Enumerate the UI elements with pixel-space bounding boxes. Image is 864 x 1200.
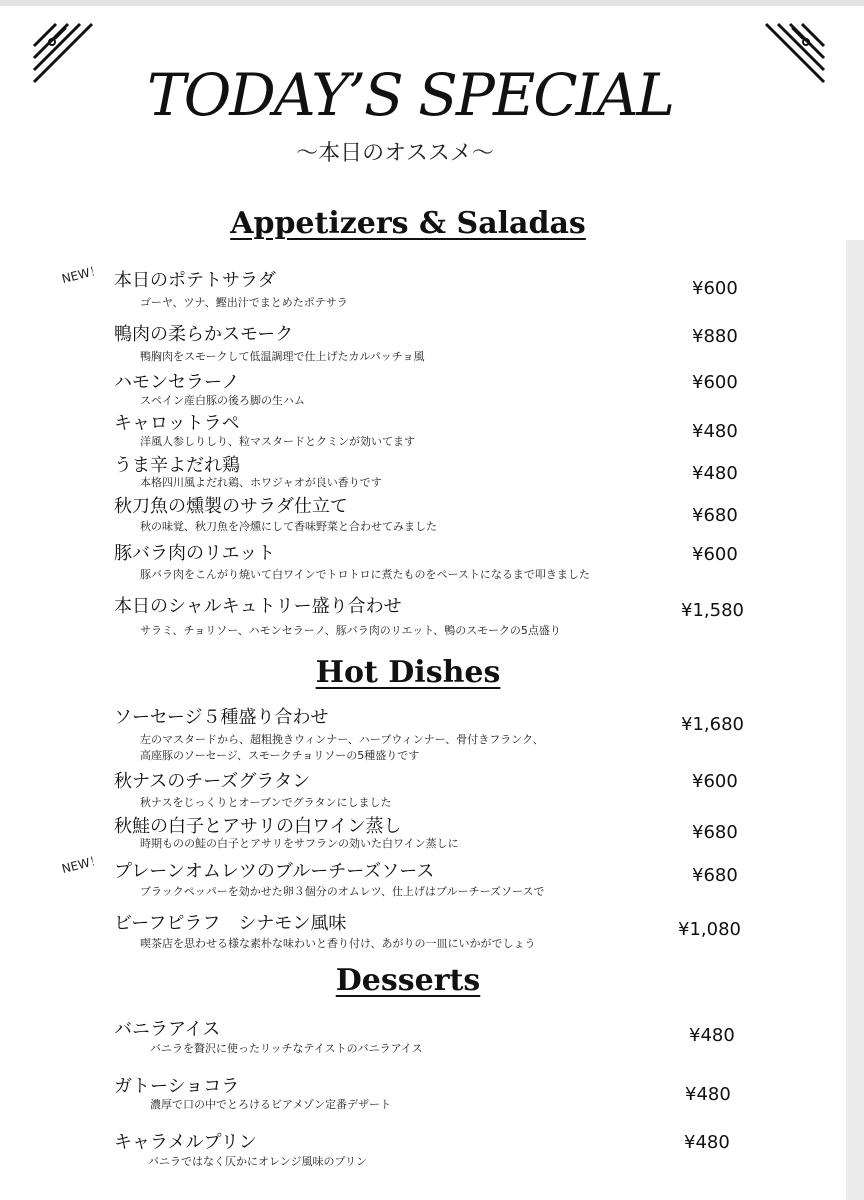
item-description: 鴨胸肉をスモークして低温調理で仕上げたカルパッチョ風 [140, 350, 425, 363]
item-name: バニラアイス [114, 1019, 221, 1040]
section-heading-appetizers: Appetizers & Saladas [230, 206, 586, 241]
item-name: キャロットラペ [114, 413, 240, 434]
menu-item [0, 1076, 864, 1111]
menu-item [0, 455, 864, 489]
new-badge: NEW！ [60, 262, 103, 287]
item-name: 秋刀魚の燻製のサラダ仕立て [114, 496, 348, 517]
item-price: ¥680 [692, 822, 738, 843]
item-price: ¥680 [692, 865, 738, 886]
item-description: サラミ、チョリソー、ハモンセラーノ、豚バラ肉のリエット、鴨のスモークの5点盛り [140, 624, 561, 637]
item-price: ¥480 [684, 1132, 730, 1153]
item-description: 左のマスタードから、超粗挽きウィンナー、ハーブウィンナー、骨付きフランク、 [140, 733, 544, 746]
item-price: ¥600 [692, 771, 738, 792]
section-heading-hot-dishes: Hot Dishes [315, 655, 501, 690]
item-price: ¥1,080 [678, 919, 741, 940]
item-name: 秋ナスのチーズグラタン [114, 771, 311, 792]
item-name: 鴨肉の柔らかスモーク [114, 324, 294, 345]
item-name: 本日のシャルキュトリー盛り合わせ [114, 596, 402, 617]
item-price: ¥880 [692, 326, 738, 347]
item-price: ¥480 [689, 1025, 735, 1046]
menu-item [0, 324, 864, 363]
item-name: 豚バラ肉のリエット [114, 543, 276, 564]
menu-item [0, 372, 864, 407]
item-description: 豚バラ肉をこんがり焼いて白ワインでトロトロに煮たものをペーストになるまで叩きました [140, 568, 590, 581]
item-description: 濃厚で口の中でとろけるビアメゾン定番デザート [150, 1098, 392, 1111]
menu-item [0, 816, 864, 850]
item-description: 秋の味覚、秋刀魚を冷燻にして香味野菜と合わせてみました [140, 520, 437, 533]
item-description: バニラではなく仄かにオレンジ風味のプリン [148, 1155, 368, 1168]
item-description: バニラを贅沢に使ったリッチなテイストのバニラアイス [150, 1042, 423, 1055]
item-name: 秋鮭の白子とアサリの白ワイン蒸し [114, 816, 402, 837]
item-description: 時期ものの鮭の白子とアサリをサフランの効いた白ワイン蒸しに [140, 837, 459, 850]
item-name: 本日のポテトサラダ [114, 270, 276, 291]
item-name: ビーフピラフ シナモン風味 [114, 913, 347, 934]
item-description: 本格四川風よだれ鶏、ホワジャオが良い香りです [140, 476, 382, 489]
menu-item [0, 913, 864, 950]
item-name: うま辛よだれ鶏 [114, 455, 240, 476]
item-description: 喫茶店を思わせる様な素朴な味わいと香り付け、あがりの一皿にいかがでしょう [140, 937, 536, 950]
item-name: プレーンオムレツのブルーチーズソース [114, 861, 435, 882]
item-price: ¥680 [692, 505, 738, 526]
item-name: ハモンセラーノ [114, 372, 240, 393]
item-description: 洋風人参しりしり、粒マスタードとクミンが効いてます [140, 435, 415, 448]
menu-item [0, 496, 864, 533]
menu-item [0, 707, 864, 762]
new-badge: NEW！ [60, 852, 103, 877]
menu-item [0, 1132, 864, 1168]
item-price: ¥1,580 [681, 600, 744, 621]
section-heading-desserts: Desserts [335, 963, 481, 998]
item-name: ガトーショコラ [114, 1076, 240, 1097]
menu-subtitle: 〜本日のオススメ〜 [296, 141, 494, 166]
menu-item [0, 596, 864, 637]
item-description: スペイン産白豚の後ろ脚の生ハム [140, 394, 305, 407]
item-name: キャラメルプリン [114, 1132, 257, 1153]
item-price: ¥480 [692, 421, 738, 442]
item-price: ¥600 [692, 372, 738, 393]
item-description-line2: 高座豚のソーセージ、スモークチョリソーの5種盛りです [140, 749, 420, 762]
item-price: ¥1,680 [681, 714, 744, 735]
menu-item [0, 413, 864, 448]
menu-title: TODAY’S SPECIAL [147, 61, 673, 129]
item-name: ソーセージ５種盛り合わせ [114, 707, 329, 728]
menu-item [0, 543, 864, 581]
item-price: ¥480 [692, 463, 738, 484]
menu-item [0, 1019, 864, 1055]
item-description: ブラックペッパーを効かせた卵３個分のオムレツ、仕上げはブルーチーズソースで [140, 885, 545, 898]
item-price: ¥480 [685, 1084, 731, 1105]
item-price: ¥600 [692, 544, 738, 565]
page-top-border [0, 0, 864, 6]
menu-item [0, 771, 864, 809]
item-description: 秋ナスをじっくりとオーブンでグラタンにしました [140, 796, 392, 809]
item-description: ゴーヤ、ツナ、鰹出汁でまとめたポテサラ [140, 296, 348, 309]
item-price: ¥600 [692, 278, 738, 299]
page-side-scrollbar[interactable] [846, 240, 864, 1200]
